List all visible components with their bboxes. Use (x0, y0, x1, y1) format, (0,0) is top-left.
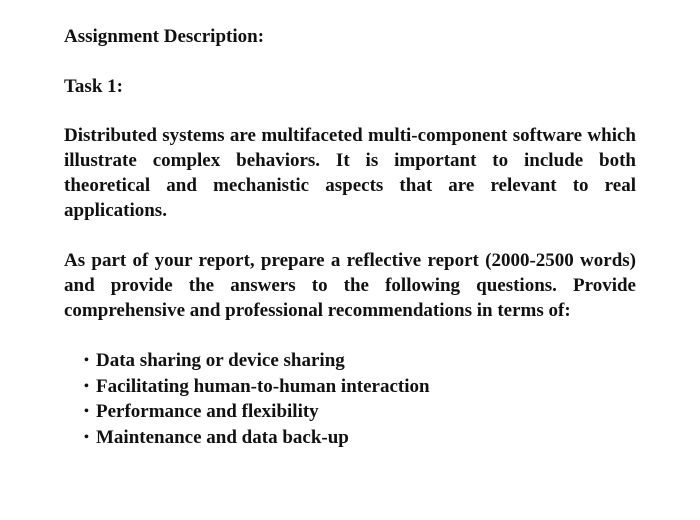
list-item-text: Facilitating human-to-human interaction (96, 375, 430, 397)
bullet-icon: • (84, 353, 89, 368)
bullet-icon: • (84, 378, 89, 394)
recommendation-topics-list (64, 348, 636, 450)
bullet-icon: • (84, 404, 89, 419)
list-item-text: Maintenance and data back-up (96, 426, 349, 448)
list-item (84, 348, 636, 374)
bullet-icon: • (84, 429, 89, 445)
report-instructions-paragraph: As part of your report, prepare a reflective report (2000-2500 words) and provide the answers to the following questions. Provide comprehensive and professional recommendations in terms of: (64, 250, 636, 321)
list-item-text: Data sharing or device sharing (96, 350, 345, 371)
list-item (84, 425, 636, 451)
list-item (84, 399, 636, 425)
assignment-heading: Assignment Description: (64, 26, 265, 47)
list-item (84, 374, 636, 400)
assignment-document (64, 24, 636, 450)
intro-paragraph: Distributed systems are multifaceted multi-component software which illustrate complex behaviors. It is important to include both theoretical and mechanistic aspects that are relevant to real applications. (64, 125, 636, 221)
task-title: Task 1: (64, 76, 123, 97)
list-item-text: Performance and flexibility (96, 401, 319, 422)
